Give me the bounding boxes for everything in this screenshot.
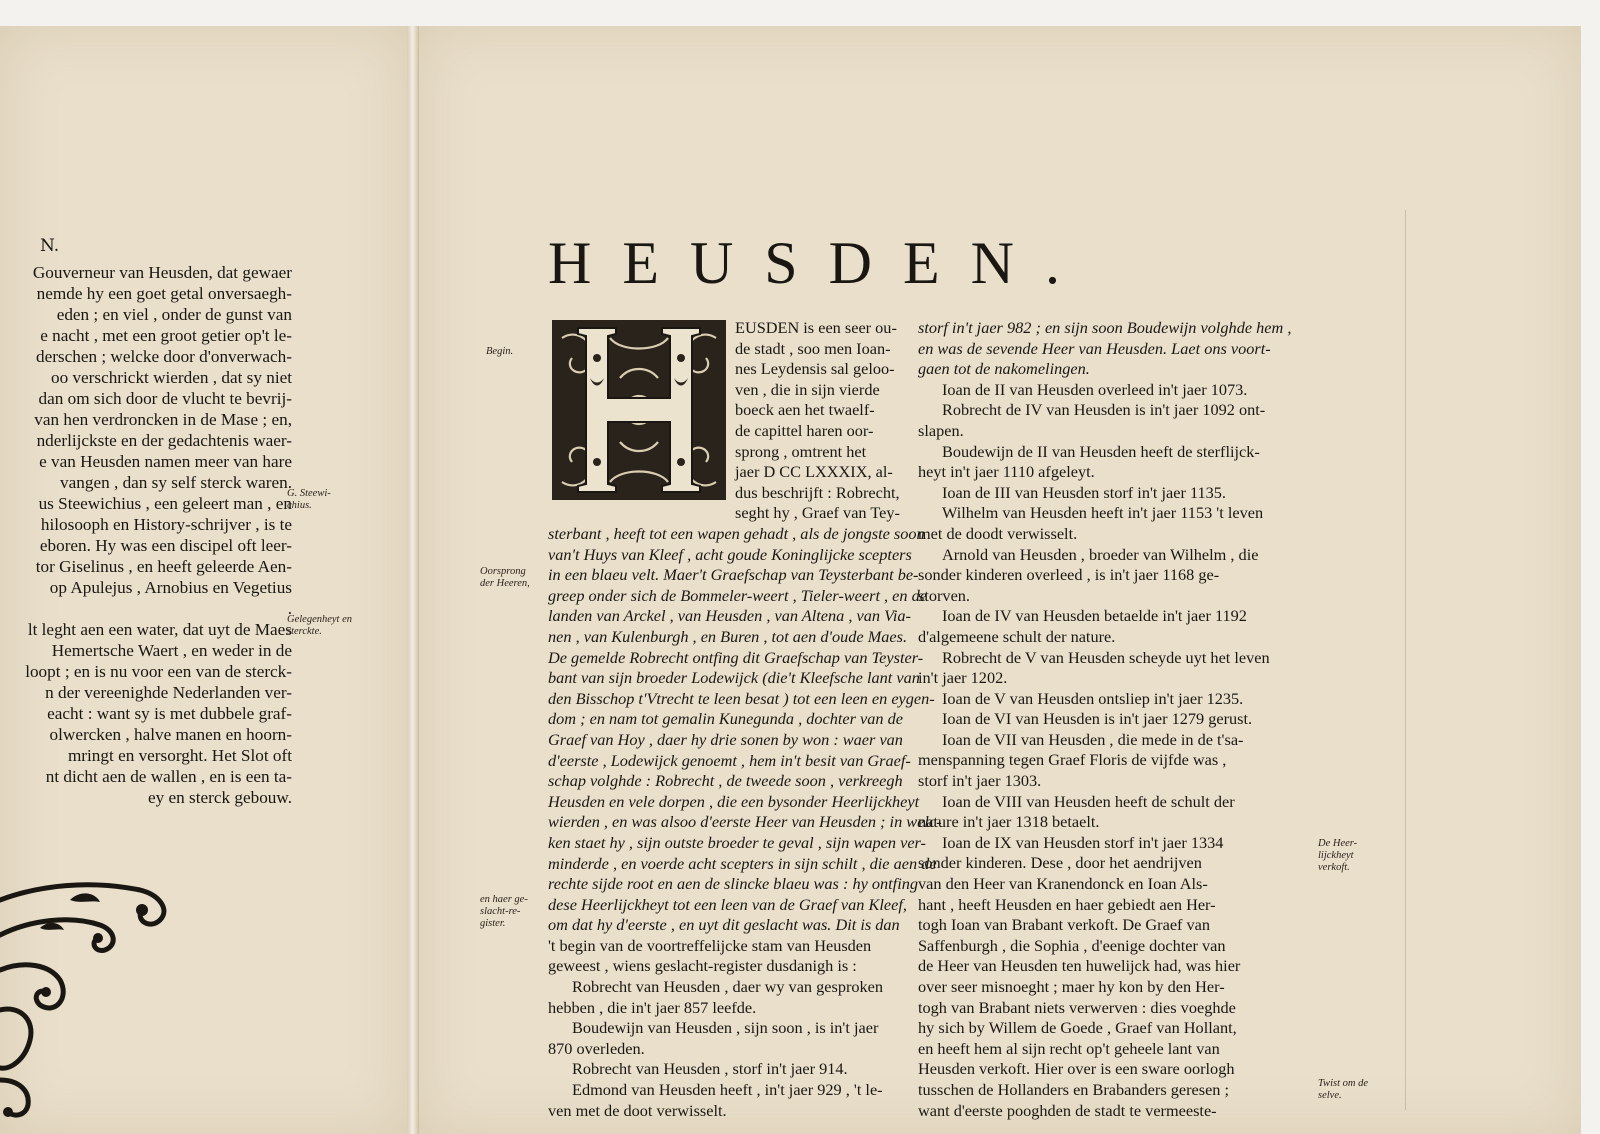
column1-line: den Bisschop t'Vtrecht te leen besat ) tot een leen en eygen-: [548, 688, 935, 708]
column2-line: Ioan de IX van Heusden storf in't jaer 1334: [942, 832, 1224, 852]
column2-line: Ioan de IV van Heusden betaelde in't jaer 1192: [942, 606, 1247, 626]
column2-line: tusschen de Hollanders en Brabanders geresen ;: [918, 1079, 1230, 1099]
column1-line: geweest , wiens geslacht-register dusdanigh is :: [548, 956, 857, 976]
left-text-line: e van Heusden namen meer van hare: [39, 452, 292, 471]
column1-line: bant van sijn broeder Lodewijck (die't Kleefsche lant van: [548, 668, 920, 688]
column2-line: Boudewijn de II van Heusden heeft de sterflijck-: [942, 441, 1260, 461]
column1-line: 't begin van de voortreffelijcke stam van Heusden: [548, 935, 872, 955]
column1-opening-line: nes Leydensis sal geloo-: [735, 359, 895, 379]
column1-text: [548, 524, 942, 1121]
margin-note-steewichius: G. Steewi-chius.: [287, 488, 331, 511]
left-text-line: op Apulejus , Arnobius en Vegetius: [49, 578, 292, 597]
column2-line: Ioan de VI van Heusden is in't jaer 1279 gerust.: [942, 709, 1253, 729]
column1-opening-line: sprong , omtrent het: [735, 441, 867, 461]
margin-note-begin: Begin.: [486, 346, 514, 357]
column2-line: Ioan de VIII van Heusden heeft de schult der: [942, 791, 1235, 811]
column1-opening-line: de capittel haren oor-: [735, 420, 874, 440]
column1-line: wierden , en was alsoo d'eerste Heer van Heusden ; in welc-: [548, 812, 942, 832]
column2-line: over seer misnoeght ; maer hy kon by den Her-: [918, 977, 1225, 996]
left-text-line: us Steewichius , een geleert man , en: [38, 494, 292, 513]
column1-line: Heusden en vele dorpen , die een bysonder Heerlijckheyt: [548, 791, 920, 811]
dropcap-h-initial: [550, 318, 728, 502]
margin-note-geslacht: en haer ge-slacht-re-gister.: [480, 894, 528, 929]
page-gutter: [407, 26, 418, 1134]
margin-note-oorsprong: Oorsprong der Heeren,: [480, 566, 530, 589]
ornament-flourish: [0, 880, 175, 1120]
column2-line: de Heer van Heusden ten huwelijck had, was hier: [918, 956, 1241, 976]
margin-note-heerlijckheyt: De Heer-lijckheyt verkoft.: [1318, 838, 1358, 873]
left-text-line: vangen , dan sy self sterck waren.: [60, 473, 292, 492]
column1-line: dom ; en nam tot gemalin Kunegunda , dochter van de: [548, 709, 903, 729]
column1-line: sterbant , heeft tot een wapen gehadt , als de jongste soon: [548, 524, 925, 543]
column2-line: Heusden verkoft. Hier over is een sware oorlogh: [918, 1059, 1235, 1079]
left-text-line: derschen ; welcke door d'onverwach-: [35, 347, 292, 366]
column1-opening-line: ven , die in sijn vierde: [735, 379, 880, 399]
column1-line: Robrecht van Heusden , storf in't jaer 914.: [572, 1059, 848, 1079]
column1-line: Boudewijn van Heusden , sijn soon , is in't jaer: [572, 1018, 879, 1038]
left-text-line: tor Giselinus , en heeft geleerde Aen-: [35, 557, 292, 576]
left-text-line: Hemertsche Waert , en weder in de: [51, 641, 292, 660]
left-text-line: e nacht , met een groot getier op't le-: [40, 326, 292, 345]
column1-line: van't Huys van Kleef , acht goude Koninglijcke scepters: [548, 544, 912, 564]
column2-line: slapen.: [918, 420, 964, 440]
column1-line: d'eerste , Lodewijck genoemt , hem in't besit van Graef-: [548, 750, 911, 770]
column2-line: Robrecht de V van Heusden scheyde uyt het leven: [942, 647, 1270, 667]
column2-line: in't jaer 1202.: [918, 668, 1008, 688]
column2-line: want d'eerste pooghden de stadt te vermeeste-: [918, 1100, 1217, 1120]
left-text-line: n der vereenighde Nederlanden ver-: [45, 683, 292, 702]
plate-mark: [1405, 210, 1406, 1110]
column1-opening-text: [735, 318, 900, 524]
column2-line: van den Heer van Kranendonck en Ioan Als-: [918, 874, 1208, 894]
column1-opening-line: EUSDEN is een seer ou-: [735, 318, 897, 337]
column1-line: De gemelde Robrecht ontfing dit Graefschap van Teyster-: [548, 647, 924, 667]
column1-line: minderde , en voerde acht scepters in sijn schilt , die aen de: [548, 853, 937, 873]
column2-line: storf in't jaer 982 ; en sijn soon Boudewijn volghde hem ,: [918, 318, 1292, 337]
column2-line: heyt in't jaer 1110 afgeleyt.: [918, 462, 1095, 482]
column2-line: nature in't jaer 1318 betaelt.: [918, 812, 1100, 832]
column1-line: rechte sijde root en aen de slincke blaeu was : hy ontfing: [548, 874, 919, 894]
column2-line: Ioan de V van Heusden ontsliep in't jaer 1235.: [942, 688, 1244, 708]
column1-opening-line: jaer D CC LXXXIX, al-: [735, 462, 893, 482]
column2-line: storf in't jaer 1303.: [918, 771, 1042, 791]
column2-line: Ioan de VII van Heusden , die mede in de t'sa-: [942, 729, 1244, 749]
column1-line: 870 overleden.: [548, 1038, 645, 1058]
column2-text: [918, 318, 1291, 1121]
column2-line: Ioan de II van Heusden overleed in't jaer 1073.: [942, 379, 1248, 399]
column1-line: Edmond van Heusden heeft , in't jaer 929 , 't le-: [572, 1080, 883, 1100]
left-text-line: eboren. Hy was een discipel oft leer-: [39, 536, 292, 555]
left-text-line: eacht : want sy is met dubbele graf-: [47, 704, 292, 723]
column2-line: storven.: [918, 585, 970, 605]
column2-line: sonder kinderen overleed , is in't jaer 1168 ge-: [918, 565, 1220, 585]
column2-line: menspanning tegen Graef Floris de vijfde was ,: [918, 750, 1227, 770]
column1-line: schap volghde : Robrecht , de tweede soon , verkreegh: [548, 771, 903, 791]
column2-line: hy sich by Willem de Goede , Graef van Hollant,: [918, 1018, 1237, 1038]
left-text-line: mringt en versorght. Het Slot oft: [67, 746, 292, 765]
left-page-text: [0, 262, 292, 808]
left-text-line: ey en sterck gebouw.: [148, 788, 292, 807]
column2-line: Arnold van Heusden , broeder van Wilhelm , die: [942, 544, 1259, 564]
column1-line: Graef van Hoy , daer hy drie sonen by won : waer van: [548, 729, 903, 749]
column2-line: Saffenburgh , die Sophia , d'eenige dochter van: [918, 935, 1226, 955]
column1-line: greep onder sich de Bommeler-weert , Tieler-weert , en de: [548, 585, 927, 605]
column2-line: sonder kinderen. Dese , door het aendrijven: [918, 853, 1202, 873]
column1-opening-line: dus beschrijft : Robrecht,: [735, 482, 900, 502]
left-text-line: .: [287, 599, 292, 618]
column2-line: Ioan de III van Heusden storf in't jaer 1135.: [942, 482, 1226, 502]
column2-line: hant , heeft Heusden en haer gebiedt aen Her-: [918, 894, 1216, 914]
column1-line: ven met de doot verwisselt.: [548, 1100, 727, 1120]
column2-line: togh Ioan van Brabant verkoft. De Graef van: [918, 915, 1211, 935]
left-text-line: nemde hy een goet getal onversaegh-: [36, 284, 292, 303]
column1-line: landen van Arckel , van Heusden , van Altena , van Via-: [548, 606, 911, 626]
column1-opening-line: boeck aen het twaelf-: [735, 400, 875, 420]
column2-line: togh van Brabant niets verwerven : dies voeghde: [918, 997, 1236, 1017]
column2-line: d'algemeene schult der nature.: [918, 626, 1116, 646]
left-page-heading: N.: [40, 236, 60, 256]
left-text-line: Gouverneur van Heusden, dat gewaer: [32, 263, 292, 282]
left-text-line: oo verschrickt wierden , dat sy niet: [50, 368, 292, 387]
margin-note-gelegenheyt: Gelegenheyt en sterckte.: [287, 614, 353, 637]
column1-line: Robrecht van Heusden , daer wy van gesproken: [572, 977, 884, 997]
column1-line: om dat hy d'eerste , en uyt dit geslacht was. Dit is dan: [548, 915, 900, 935]
column2-line: Robrecht de IV van Heusden is in't jaer 1092 ont-: [942, 400, 1266, 420]
column2-line: gaen tot de nakomelingen.: [918, 359, 1090, 379]
margin-note-twist: Twist om de selve.: [1318, 1078, 1368, 1101]
left-text-line: olwercken , halve manen en hoorn-: [49, 725, 292, 744]
left-text-line: loopt ; en is nu voor een van de sterck-: [25, 662, 292, 681]
column1-line: nen , van Kulenburgh , en Buren , tot aen d'oude Maes.: [548, 626, 908, 646]
column2-line: en was de sevende Heer van Heusden. Laet ons voort-: [918, 338, 1271, 358]
left-text-line: nderlijckste en der gedachtenis waer-: [36, 431, 292, 450]
column1-line: in een blaeu velt. Maer't Graefschap van Teysterbant be-: [548, 565, 919, 585]
column2-line: met de doodt verwisselt.: [918, 523, 1078, 543]
column1-line: ken staet hy , sijn outste broeder te geval , sijn wapen ver-: [548, 832, 926, 852]
left-text-line: hilosooph en History-schrijver , is te: [40, 515, 292, 534]
column1-opening-line: de stadt , soo men Ioan-: [735, 338, 891, 358]
left-text-line: van hen verdroncken in de Mase ; en,: [34, 410, 292, 429]
left-text-line: eden ; en viel , onder de gunst van: [56, 305, 292, 324]
left-text-line: dan om sich door de vlucht te bevrij-: [38, 389, 292, 408]
left-text-line: lt leght aen een water, dat uyt de Maes: [27, 620, 292, 639]
left-text-line: nt dicht aen de wallen , en is een ta-: [45, 767, 292, 786]
column2-line: Wilhelm van Heusden heeft in't jaer 1153 't leven: [942, 503, 1264, 523]
column1-opening-line: seght hy , Graef van Tey-: [735, 503, 900, 523]
column2-line: en heeft hem al sijn recht op't geheele lant van: [918, 1038, 1220, 1058]
column1-line: hebben , die in't jaer 857 leefde.: [548, 997, 757, 1017]
column1-line: dese Heerlijckheyt tot een leen van de Graef van Kleef,: [548, 894, 907, 914]
page-title: HEUSDEN.: [548, 230, 1091, 296]
